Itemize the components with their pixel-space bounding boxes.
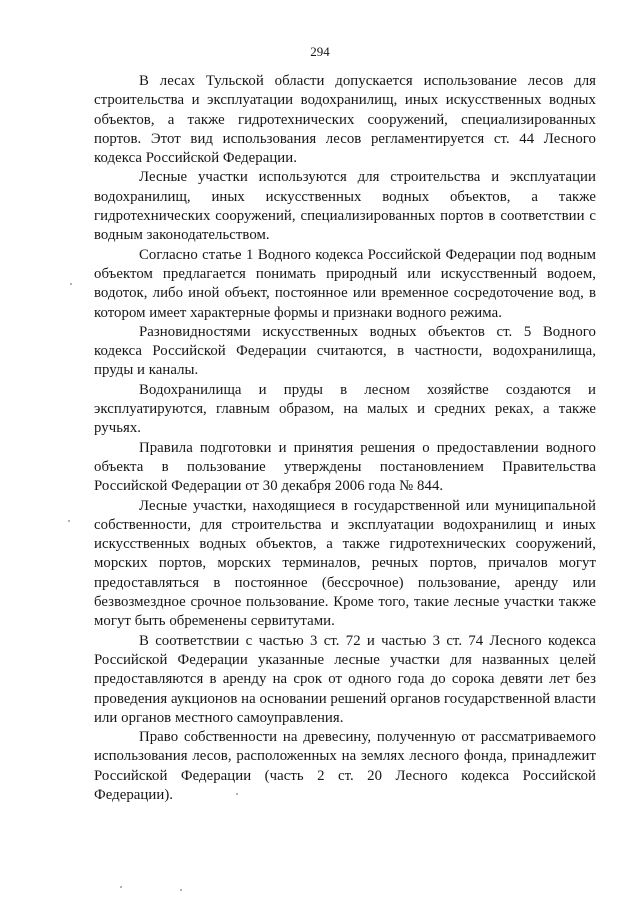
scan-speck (236, 793, 238, 795)
paragraph: Согласно статье 1 Водного кодекса Российской Федерации под водным объектом предлагается понимать природный или искусственный водоем, водоток, либо иной объект, постоянное или временное сосредоточение вод, в котором имеет характерные формы и признаки водного режима. (94, 246, 596, 321)
paragraph: Лесные участки, находящиеся в государственной или муниципальной собственности, для строительства и эксплуатации водохранилищ и иных искусственных водных объектов, а также гидротехнических сооружений, морских портов, морских терминалов, речных портов, причалов могут предоставляться в постоянное (бессрочное) пользование, аренду или безвозмездное срочное пользование. Кроме того, такие лесные участки также могут быть обременены сервитутами. (94, 497, 596, 630)
page-number: 294 (310, 44, 330, 59)
paragraph: Водохранилища и пруды в лесном хозяйстве создаются и эксплуатируются, главным образом, на малых и средних реках, а также ручьях. (94, 381, 596, 437)
scan-speck (70, 283, 72, 285)
scan-speck (68, 520, 70, 522)
paragraph: Правила подготовки и принятия решения о предоставлении водного объекта в пользование утверждены постановлением Правительства Российской Федерации от 30 декабря 2006 года № 844. (94, 439, 596, 495)
paragraph: В лесах Тульской области допускается использование лесов для строительства и эксплуатации водохранилищ, иных искусственных водных объектов, а также гидротехнических сооружений, специализированных портов. Этот вид использования лесов регламентируется ст. 44 Лесного кодекса Российской Федерации. (94, 73, 596, 167)
scan-speck (180, 889, 182, 891)
paragraph: Право собственности на древесину, полученную от рассматриваемого использования лесов, расположенных на землях лесного фонда, принадлежит Российской Федерации (часть 2 ст. 20 Лесного кодекса Российской Федерации). (94, 729, 596, 803)
paragraph: Разновидностями искусственных водных объектов ст. 5 Водного кодекса Российской Федерации считаются, в частности, водохранилища, пруды и каналы. (94, 323, 596, 379)
paragraph: В соответствии с частью 3 ст. 72 и частью 3 ст. 74 Лесного кодекса Российской Федерации указанные лесные участки для названных целей предоставляются в аренду на срок от одного года до сорока девяти лет без проведения аукционов на основании решений органов государственной власти или органов местного самоуправления. (94, 632, 596, 726)
paragraph: Лесные участки используются для строительства и эксплуатации водохранилищ, иных искусственных водных объектов, а также гидротехнических сооружений, специализированных портов в соответствии с водным законодательством. (94, 169, 596, 244)
document-body (94, 72, 596, 805)
scan-speck (120, 886, 122, 888)
